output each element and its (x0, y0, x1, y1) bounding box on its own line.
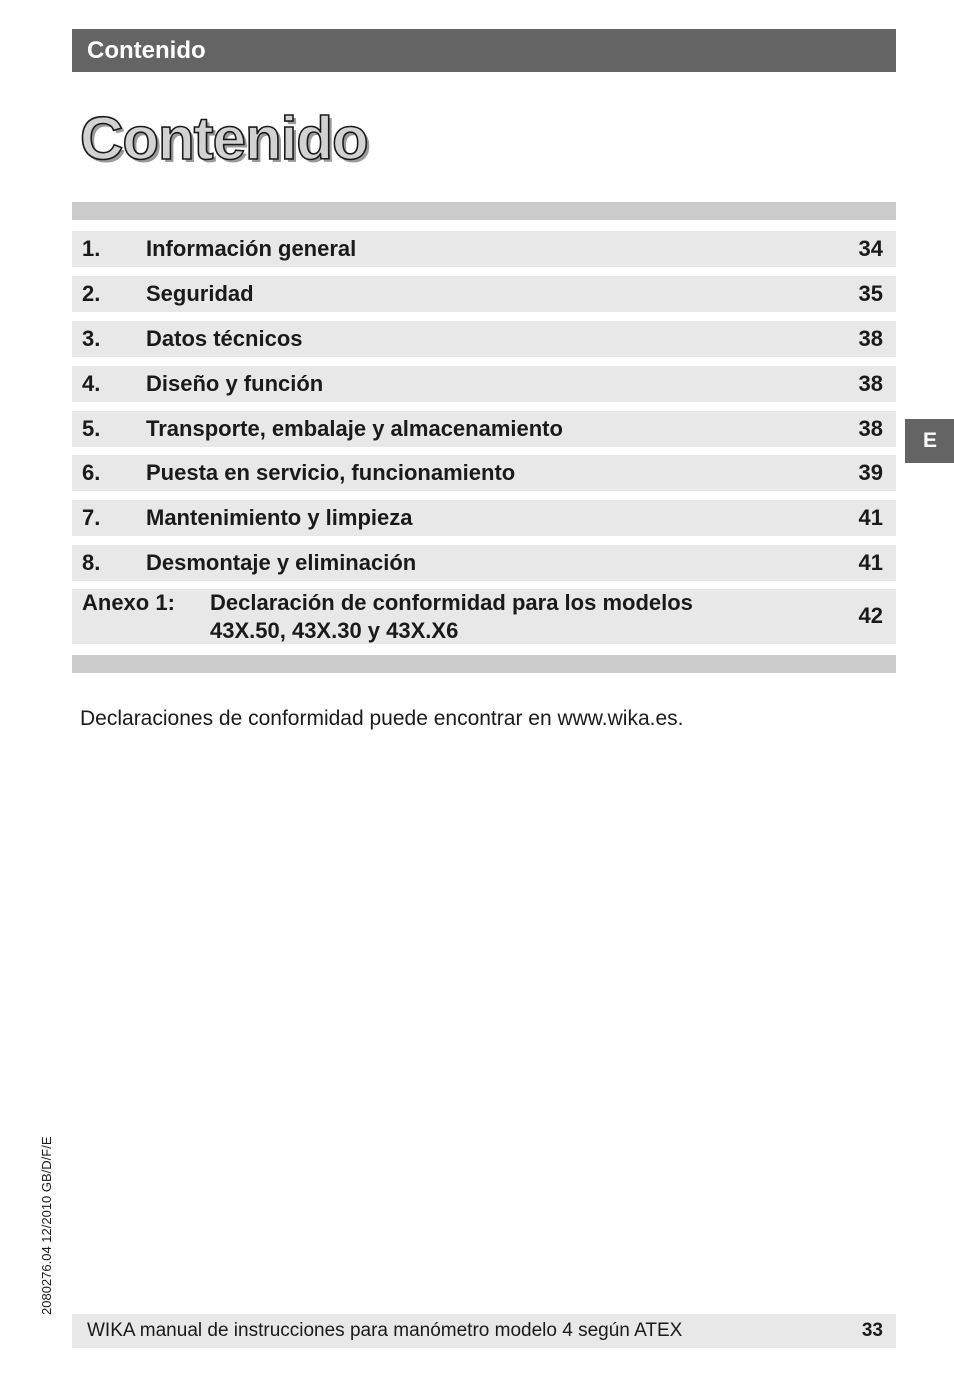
toc-title: Datos técnicos (146, 326, 303, 351)
toc-page: 41 (858, 505, 883, 530)
toc-row[interactable] (72, 455, 896, 491)
page-footer (72, 1314, 896, 1348)
toc-number: 4. (82, 371, 101, 396)
footer-page-number: 33 (861, 1320, 883, 1341)
toc-page: 38 (858, 326, 883, 351)
toc-title: Transporte, embalaje y almacenamiento (146, 416, 563, 441)
footer-text: WIKA manual de instrucciones para manómetro modelo 4 según ATEX (87, 1320, 683, 1341)
toc-annex-title (210, 589, 693, 645)
section-header-title: Contenido (87, 37, 206, 64)
toc-number: 1. (82, 236, 101, 261)
toc-row[interactable] (72, 411, 896, 447)
language-tab[interactable]: E (905, 419, 954, 463)
toc-row[interactable] (72, 321, 896, 357)
toc-page: 38 (858, 371, 883, 396)
toc-annex-page: 42 (858, 603, 883, 628)
toc-row[interactable] (72, 276, 896, 312)
toc-title: Seguridad (146, 281, 254, 306)
toc-number: 8. (82, 550, 101, 575)
toc-number: 3. (82, 326, 101, 351)
toc-title: Mantenimiento y limpieza (146, 505, 413, 530)
toc-page: 39 (858, 460, 883, 485)
conformity-note: Declaraciones de conformidad puede encontrar en www.wika.es. (80, 707, 684, 730)
toc-row[interactable] (72, 545, 896, 581)
toc-row[interactable] (72, 500, 896, 536)
toc-number: 5. (82, 416, 101, 441)
toc-bottom-divider (72, 655, 896, 673)
toc-annex-title-line2: 43X.50, 43X.30 y 43X.X6 (210, 618, 459, 643)
page-title: Contenido (80, 105, 368, 172)
toc-title: Puesta en servicio, funcionamiento (146, 460, 516, 485)
toc-row[interactable] (72, 366, 896, 402)
toc-row[interactable] (72, 231, 896, 267)
toc-title: Diseño y función (146, 371, 324, 396)
toc-page: 34 (858, 236, 883, 261)
toc-page: 38 (858, 416, 883, 441)
toc-top-divider (72, 202, 896, 220)
section-header (72, 29, 896, 72)
toc-page: 41 (858, 550, 883, 575)
toc-annex-title-line1: Declaración de conformidad para los modelos (210, 590, 693, 615)
toc-number: 6. (82, 460, 101, 485)
toc-number: 7. (82, 505, 101, 530)
toc-row-annex[interactable] (72, 589, 896, 644)
toc-title: Información general (146, 236, 357, 261)
document-code: 2080276.04 12/2010 GB/D/F/E (39, 1136, 54, 1315)
toc-number: 2. (82, 281, 101, 306)
toc-title: Desmontaje y eliminación (146, 550, 417, 575)
toc-annex-number: Anexo 1: (82, 590, 175, 615)
toc-page: 35 (858, 281, 883, 306)
